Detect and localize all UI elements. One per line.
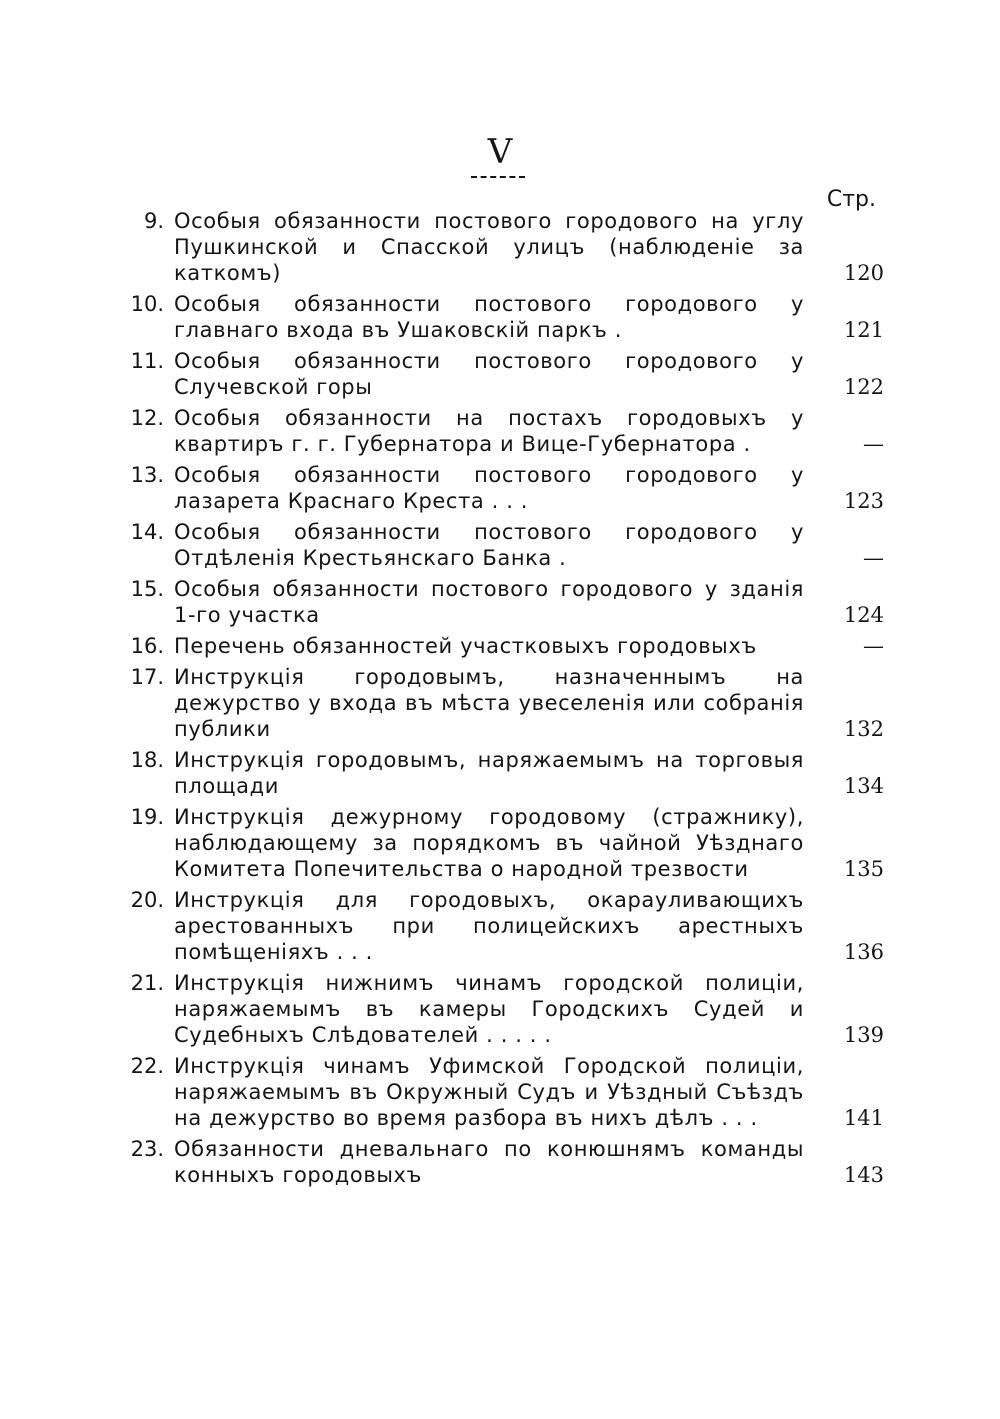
entry-page: 136 [843,940,884,964]
entry-page: 121 [843,318,884,342]
entry-number: 13. [130,463,164,487]
toc-entry [108,664,884,742]
toc-entry [108,887,884,965]
entry-title: Инструкція городовымъ, наряжаемымъ на торговыя площади [174,748,804,798]
page-number-underline [471,176,525,180]
toc-entry [108,208,884,286]
entry-number: 19. [130,805,164,829]
entry-page: — [863,432,884,456]
toc-entry [108,970,884,1048]
entry-page: 135 [843,857,884,881]
toc-entry [108,291,884,343]
page-column-label: Стр. [826,187,876,212]
entry-page: 139 [843,1023,884,1047]
entry-title: Обязанности дневальнаго по конюшнямъ команды конныхъ городовыхъ [174,1137,804,1187]
entry-number: 11. [130,349,164,373]
entry-page: 122 [843,375,884,399]
entry-title: Инструкція дежурному городовому (стражнику), наблюдающему за порядкомъ въ чайной Уѣзднаго Комитета Попечительства о народной трезвости [174,805,804,881]
entry-title: Инструкція нижнимъ чинамъ городской полиціи, наряжаемымъ въ камеры Городскихъ Судей и Судебныхъ Слѣдователей . . . . . [174,971,804,1047]
toc-entry [108,1136,884,1188]
entry-title: Особыя обязанности на постахъ городовыхъ у квартиръ г. г. Губернатора и Вице-Губернатора . [174,406,804,456]
entry-title: Инструкція чинамъ Уфимской Городской полиціи, наряжаемымъ въ Окружный Судъ и Уѣздный Съѣздъ на дежурство во время разбора въ нихъ дѣлъ . . . [174,1054,804,1130]
entry-number: 16. [130,634,164,658]
toc-entry [108,747,884,799]
toc-entry [108,576,884,628]
entry-title: Особыя обязанности постового городового на углу Пушкинской и Спасской улицъ (наблюденіе за каткомъ) [174,209,804,285]
toc-entry [108,405,884,457]
entry-number: 23. [130,1137,164,1161]
entry-page: 143 [843,1163,884,1187]
entry-page: — [863,634,884,658]
entry-number: 10. [130,292,164,316]
entry-title: Особыя обязанности постового городового у Случевской горы [174,349,804,399]
entry-number: 9. [143,209,164,233]
toc-entry [108,462,884,514]
toc-entry [108,1053,884,1131]
entry-number: 21. [130,971,164,995]
entry-number: 14. [130,520,164,544]
entry-title: Особыя обязанности постового городового у зданія 1-го участка [174,577,804,627]
entry-title: Перечень обязанностей участковыхъ городовыхъ [174,634,757,658]
entry-number: 12. [130,406,164,430]
entry-page: 132 [843,717,884,741]
entry-page: 120 [843,261,884,285]
entry-page: — [863,546,884,570]
entry-title: Особыя обязанности постового городового у Отдѣленія Крестьянскаго Банка . [174,520,804,570]
toc-entry [108,633,884,659]
entry-title: Особыя обязанности постового городового у лазарета Краснаго Креста . . . [174,463,804,513]
entry-title: Инструкція для городовыхъ, окарауливающихъ арестованныхъ при полицейскихъ арестныхъ помѣщеніяхъ . . . [174,888,804,964]
toc-entry [108,348,884,400]
toc-entry [108,804,884,882]
entry-page: 124 [843,603,884,627]
toc-entry [108,519,884,571]
page-number: V [487,132,513,172]
entry-number: 17. [130,665,164,689]
entry-number: 15. [130,577,164,601]
entry-number: 18. [130,748,164,772]
entry-title: Инструкція городовымъ, назначеннымъ на дежурство у входа въ мѣста увеселенія или собранія публики [174,665,804,741]
entry-page: 123 [843,489,884,513]
entry-number: 22. [130,1054,164,1078]
table-of-contents [108,208,884,1193]
entry-title: Особыя обязанности постового городового у главнаго входа въ Ушаковскій паркъ . [174,292,804,342]
entry-page: 134 [843,774,884,798]
entry-page: 141 [843,1106,884,1130]
entry-number: 20. [130,888,164,912]
